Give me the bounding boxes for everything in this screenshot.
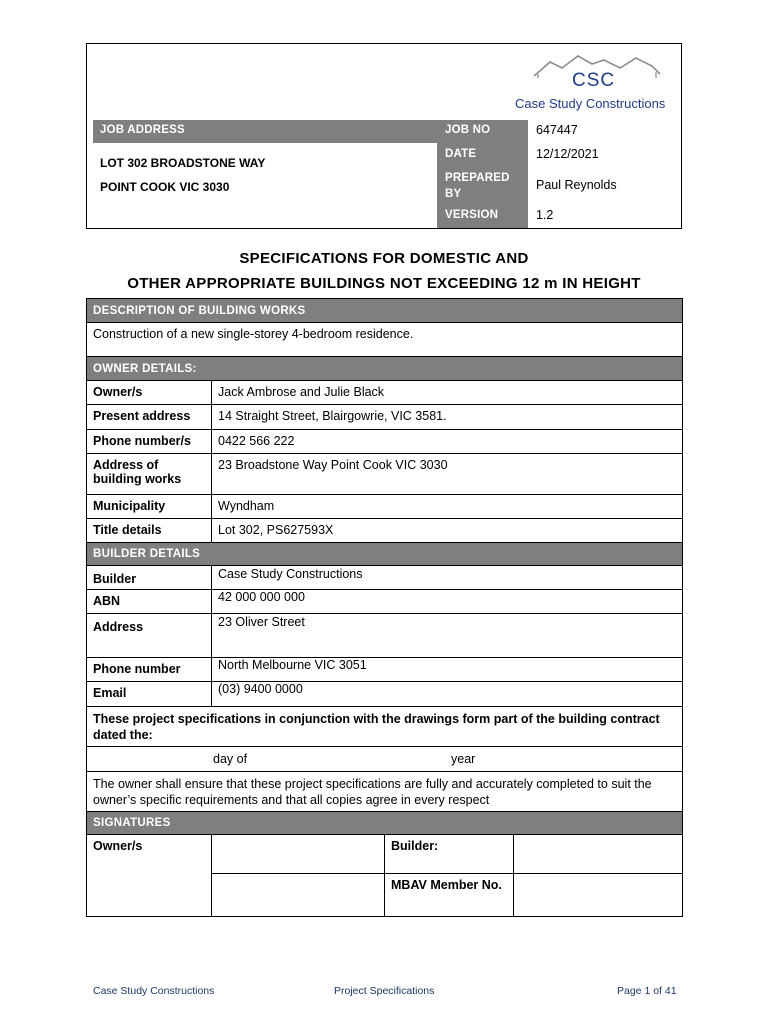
abn-label: ABN bbox=[87, 590, 212, 614]
owner-responsibility-note: The owner shall ensure that these project specifications are fully and accurately completed to suit the owner’s specific requirements and that all copies agree in every respect bbox=[87, 772, 683, 812]
section-header-signatures: SIGNATURES bbox=[87, 812, 683, 835]
owner-signature-field-2[interactable] bbox=[212, 874, 385, 917]
logo-company-name: Case Study Constructions bbox=[515, 96, 666, 111]
footer-page-number: Page 1 of 41 bbox=[617, 985, 677, 997]
signature-owner-label: Owner/s bbox=[87, 835, 212, 917]
municipality-value: Wyndham bbox=[212, 495, 683, 519]
date-value: 12/12/2021 bbox=[536, 147, 599, 161]
contract-date-row bbox=[87, 747, 683, 772]
owner-label: Owner/s bbox=[87, 381, 212, 405]
section-header-builder: BUILDER DETAILS bbox=[87, 543, 683, 566]
date-label: DATE bbox=[445, 148, 477, 160]
specification-table bbox=[86, 298, 683, 917]
municipality-label: Municipality bbox=[87, 495, 212, 519]
contract-statement: These project specifications in conjunction with the drawings form part of the building contract dated the: bbox=[87, 707, 683, 747]
builder-signature-field[interactable] bbox=[514, 835, 683, 874]
version-label: VERSION bbox=[445, 209, 499, 221]
title-details-value: Lot 302, PS627593X bbox=[212, 519, 683, 543]
prepared-by-value: Paul Reynolds bbox=[536, 178, 617, 192]
year-label: year bbox=[451, 752, 476, 766]
job-address-line1: LOT 302 BROADSTONE WAY bbox=[100, 156, 266, 170]
abn-value: 42 000 000 000 bbox=[212, 590, 683, 614]
builder-phone-label: Phone number bbox=[87, 658, 212, 682]
document-title-line2: OTHER APPROPRIATE BUILDINGS NOT EXCEEDING 12 m IN HEIGHT bbox=[127, 275, 641, 292]
job-address-line2: POINT COOK VIC 3030 bbox=[100, 180, 230, 194]
building-works-address-value: 23 Broadstone Way Point Cook VIC 3030 bbox=[212, 454, 683, 495]
present-address-value: 14 Straight Street, Blairgowrie, VIC 3581. bbox=[212, 405, 683, 430]
owner-signature-field[interactable] bbox=[212, 835, 385, 874]
description-text: Construction of a new single-storey 4-bedroom residence. bbox=[87, 323, 683, 357]
job-no-label: JOB NO bbox=[445, 124, 491, 136]
document-title-line1: SPECIFICATIONS FOR DOMESTIC AND bbox=[239, 250, 529, 267]
version-value: 1.2 bbox=[536, 208, 554, 222]
logo-acronym: CSC bbox=[572, 70, 616, 91]
prepared-by-label: PREPARED BY bbox=[445, 172, 510, 200]
footer-company: Case Study Constructions bbox=[93, 985, 215, 997]
mbav-member-label: MBAV Member No. bbox=[385, 874, 514, 917]
owner-phone-value: 0422 566 222 bbox=[212, 430, 683, 454]
title-details-label: Title details bbox=[87, 519, 212, 543]
email-value: (03) 9400 0000 bbox=[212, 682, 683, 707]
section-header-owner: OWNER DETAILS: bbox=[87, 357, 683, 381]
present-address-label: Present address bbox=[87, 405, 212, 430]
owner-value: Jack Ambrose and Julie Black bbox=[212, 381, 683, 405]
building-works-address-label: Address of building works bbox=[87, 454, 212, 495]
job-no-value: 647447 bbox=[536, 123, 578, 137]
email-label: Email bbox=[87, 682, 212, 707]
owner-phone-label: Phone number/s bbox=[87, 430, 212, 454]
job-address-label: JOB ADDRESS bbox=[93, 120, 437, 143]
section-header-description: DESCRIPTION OF BUILDING WORKS bbox=[87, 299, 683, 323]
builder-address-label: Address bbox=[87, 614, 212, 658]
builder-label: Builder bbox=[87, 566, 212, 590]
mbav-member-number-field[interactable] bbox=[514, 874, 683, 917]
day-of-label: day of bbox=[213, 752, 248, 766]
footer-document-name: Project Specifications bbox=[334, 985, 435, 997]
builder-address-value: 23 Oliver Street bbox=[212, 614, 683, 658]
builder-phone-value: North Melbourne VIC 3051 bbox=[212, 658, 683, 682]
signature-builder-label: Builder: bbox=[385, 835, 514, 874]
company-logo bbox=[512, 52, 680, 114]
builder-value: Case Study Constructions bbox=[212, 566, 683, 590]
